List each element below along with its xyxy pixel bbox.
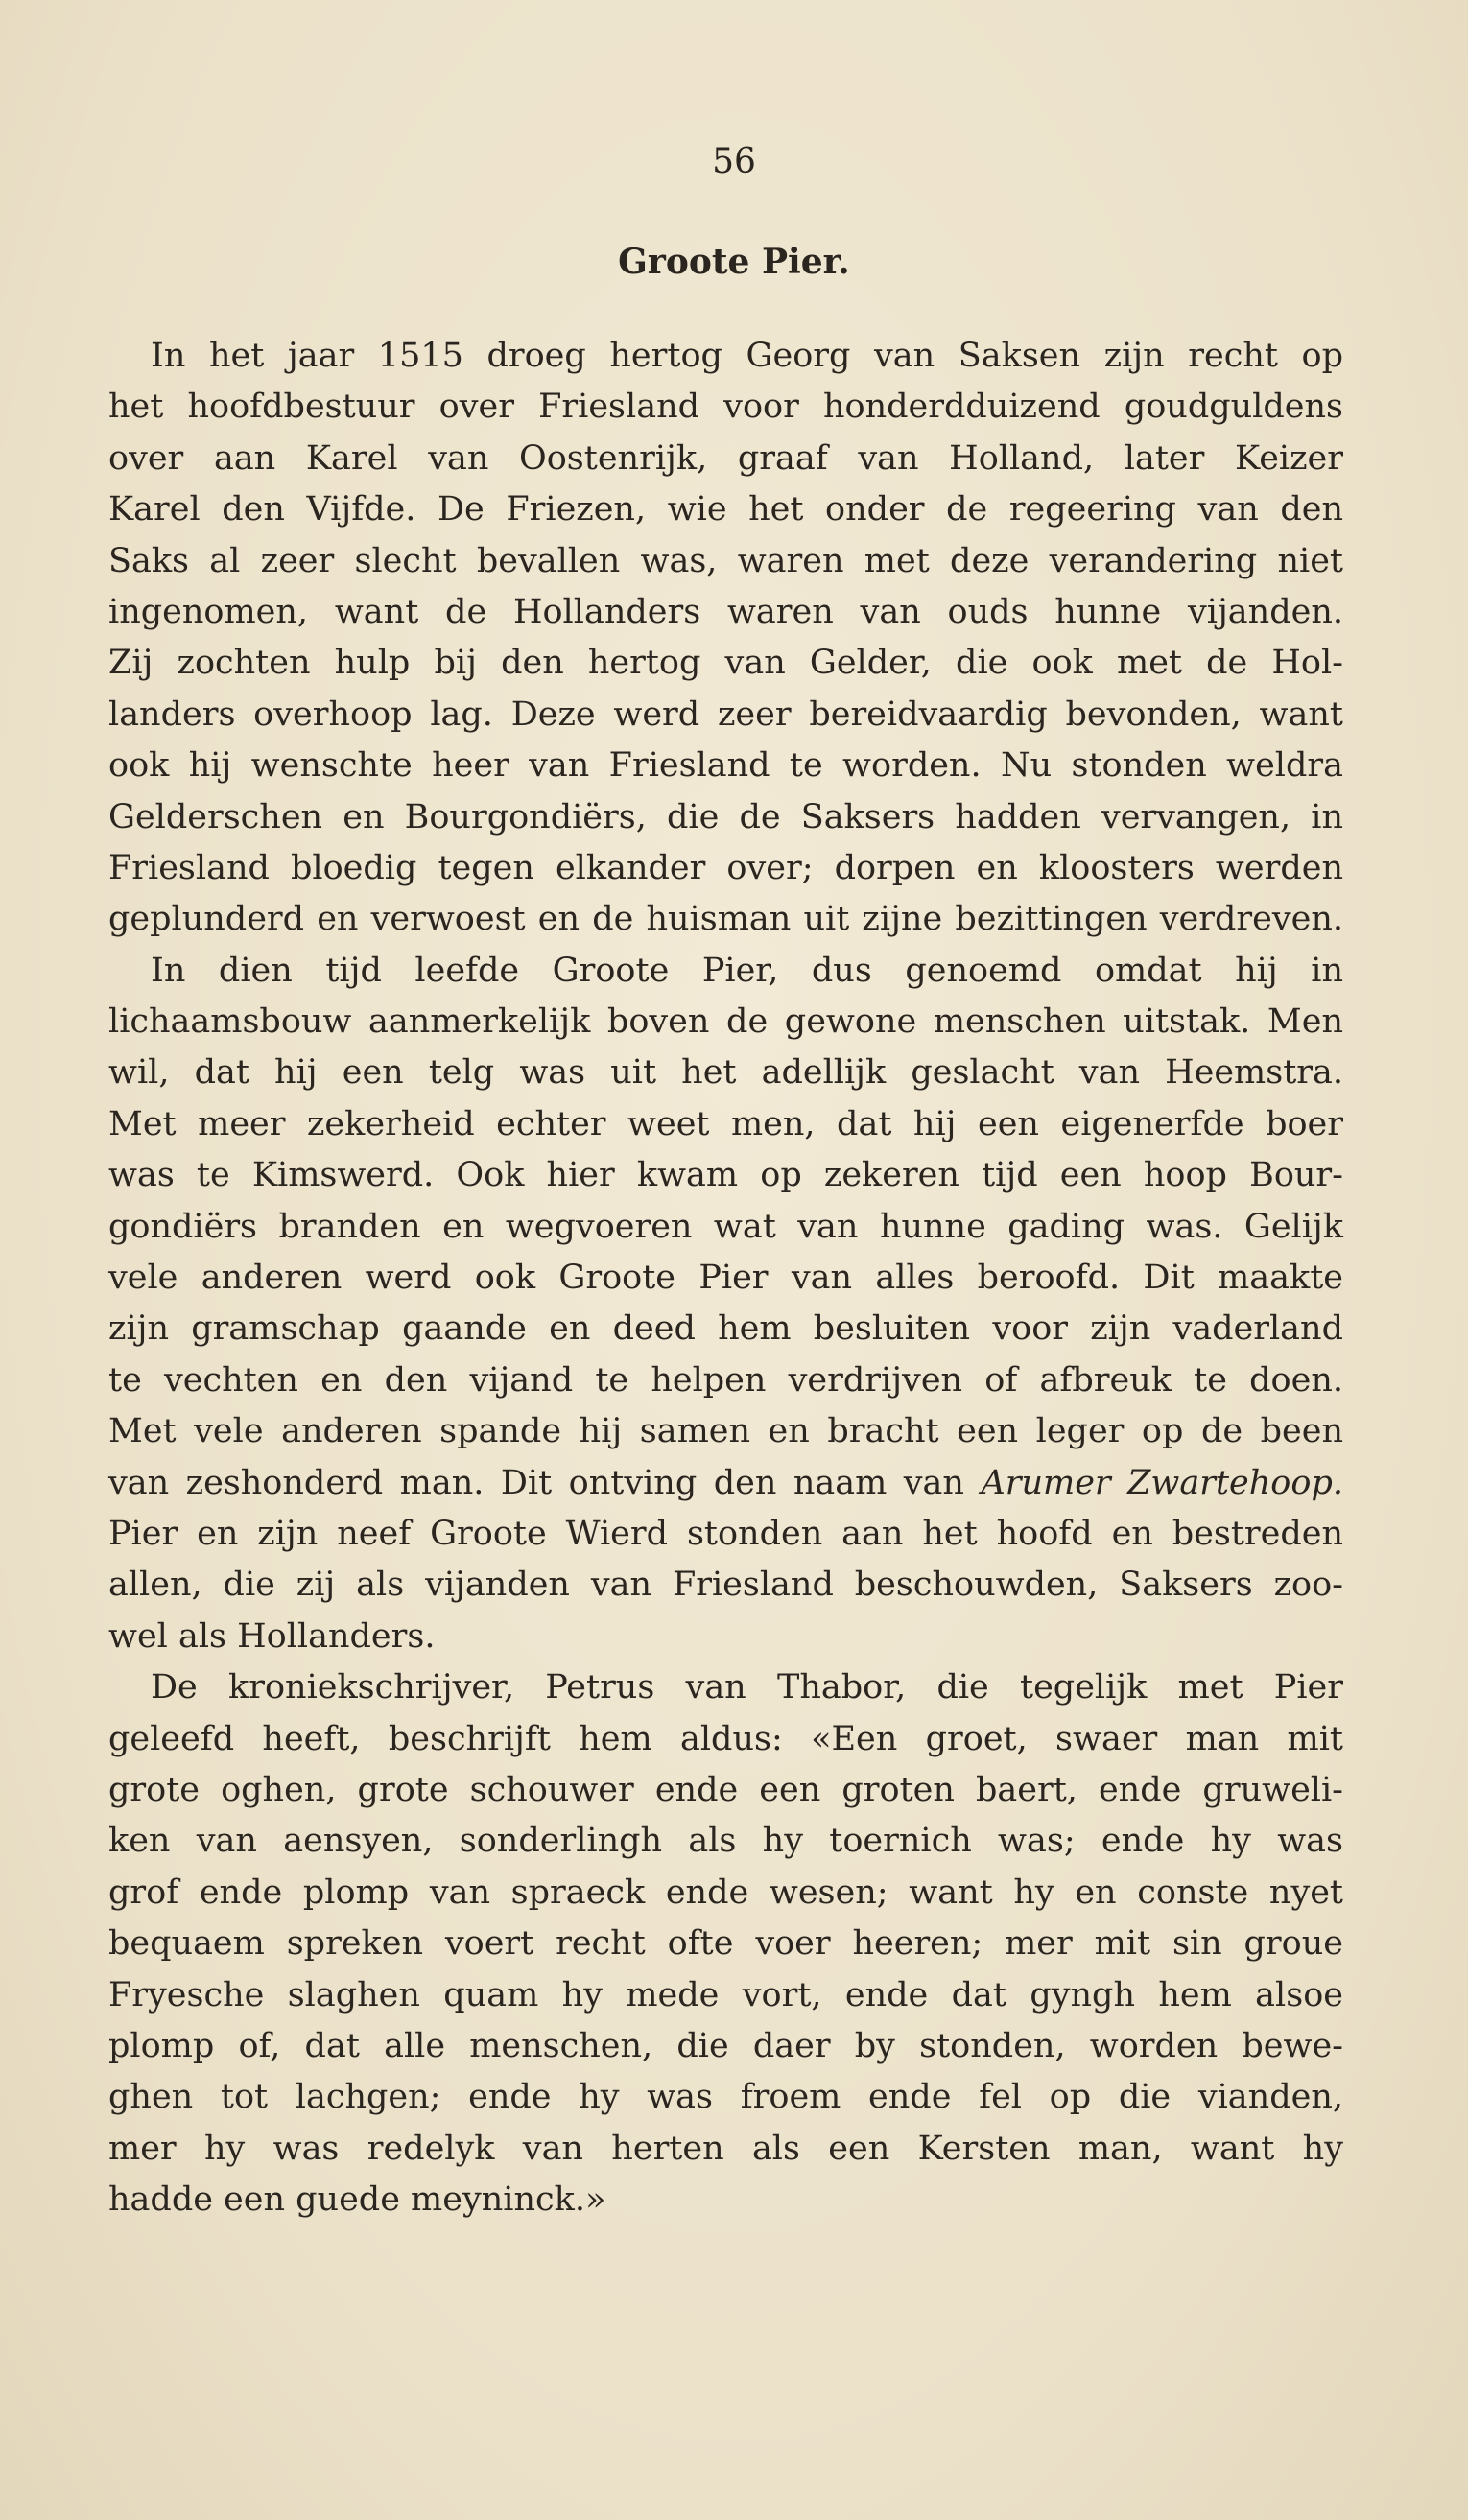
text-line: plomp of, dat alle menschen, die daer by stonden, worden bewe- (108, 2026, 1343, 2065)
page-number: 56 (712, 142, 756, 181)
text-line: ook hij wenschte heer van Friesland te worden. Nu stonden weldra (108, 746, 1343, 786)
text-line: De kroniekschrijver, Petrus van Thabor, die tegelijk met Pier (151, 1668, 1343, 1707)
text-line: wel als Hollanders. (108, 1616, 436, 1656)
text-line: grof ende plomp van spraeck ende wesen; want hy en conste nyet (108, 1872, 1343, 1912)
text-line: allen, die zij als vijanden van Friesland beschouwden, Saksers zoo- (108, 1566, 1343, 1605)
text-line: Fryesche slaghen quam hy mede vort, ende dat gyngh hem alsoe (108, 1975, 1343, 2014)
text-line: Zij zochten hulp bij den hertog van Gelder, die ook met de Hol- (108, 644, 1343, 683)
text-line: landers overhoop lag. Deze werd zeer bereidvaardig bevonden, want (108, 695, 1343, 734)
text-line: ingenomen, want de Hollanders waren van ouds hunne vijanden. (108, 592, 1343, 631)
chapter-title: Groote Pier. (618, 242, 850, 282)
text-line: hadde een guede meyninck.» (108, 2180, 606, 2220)
text-line: te vechten en den vijand te helpen verdrijven of afbreuk te doen. (108, 1360, 1343, 1400)
text-line: In dien tijd leefde Groote Pier, dus genoemd omdat hij in (151, 951, 1343, 990)
text-line: geleefd heeft, beschrijft hem aldus: «Een groet, swaer man mit (108, 1719, 1343, 1758)
text-line: Friesland bloedig tegen elkander over; dorpen en kloosters werden (108, 848, 1343, 887)
text-line: Saks al zeer slecht bevallen was, waren met deze verandering niet (108, 541, 1343, 580)
text-line: Karel den Vijfde. De Friezen, wie het onder de regeering van den (108, 490, 1343, 530)
text-line: geplunderd en verwoest en de huisman uit zijne bezittingen verdreven. (108, 900, 1343, 939)
text-line: was te Kimswerd. Ook hier kwam op zekeren tijd een hoop Bour- (108, 1156, 1343, 1195)
text-line: zijn gramschap gaande en deed hem besluiten voor zijn vaderland (108, 1309, 1343, 1349)
text-line: wil, dat hij een telg was uit het adellijk geslacht van Heemstra. (108, 1053, 1343, 1093)
italic-name: Arumer Zwartehoop. (981, 1463, 1343, 1502)
text-line: ghen tot lachgen; ende hy was froem ende fel op die vianden, (108, 2078, 1343, 2117)
text-line: lichaamsbouw aanmerkelijk boven de gewone menschen uitstak. Men (108, 1002, 1343, 1042)
text-line: gondiërs branden en wegvoeren wat van hunne gading was. Gelijk (108, 1207, 1343, 1246)
text-line (108, 1458, 1343, 1509)
text-line: grote oghen, grote schouwer ende een groten baert, ende gruweli- (108, 1770, 1343, 1809)
text-line: Gelderschen en Bourgondiërs, die de Saksers hadden vervangen, in (108, 797, 1343, 836)
text-line: mer hy was redelyk van herten als een Kersten man, want hy (108, 2129, 1343, 2168)
text-line: vele anderen werd ook Groote Pier van alles beroofd. Dit maakte (108, 1259, 1343, 1298)
text-line: over aan Karel van Oostenrijk, graaf van Holland, later Keizer (108, 438, 1343, 478)
text-line: Pier en zijn neef Groote Wierd stonden aan het hoofd en bestreden (108, 1514, 1343, 1553)
text-line: Met vele anderen spande hij samen en bracht een leger op de been (108, 1412, 1343, 1451)
text-line: bequaem spreken voert recht ofte voer heeren; mer mit sin groue (108, 1924, 1343, 1964)
text-line: Met meer zekerheid echter weet men, dat hij een eigenerfde boer (108, 1104, 1343, 1143)
text-line-segment: van zeshonderd man. Dit ontving den naam van (108, 1463, 964, 1502)
text-line: ken van aensyen, sonderlingh als hy toernich was; ende hy was (108, 1822, 1343, 1861)
text-line: In het jaar 1515 droeg hertog Georg van Saksen zijn recht op (151, 337, 1343, 375)
body-text (108, 331, 1343, 2226)
text-line: het hoofdbestuur over Friesland voor honderdduizend goudguldens (108, 388, 1343, 427)
